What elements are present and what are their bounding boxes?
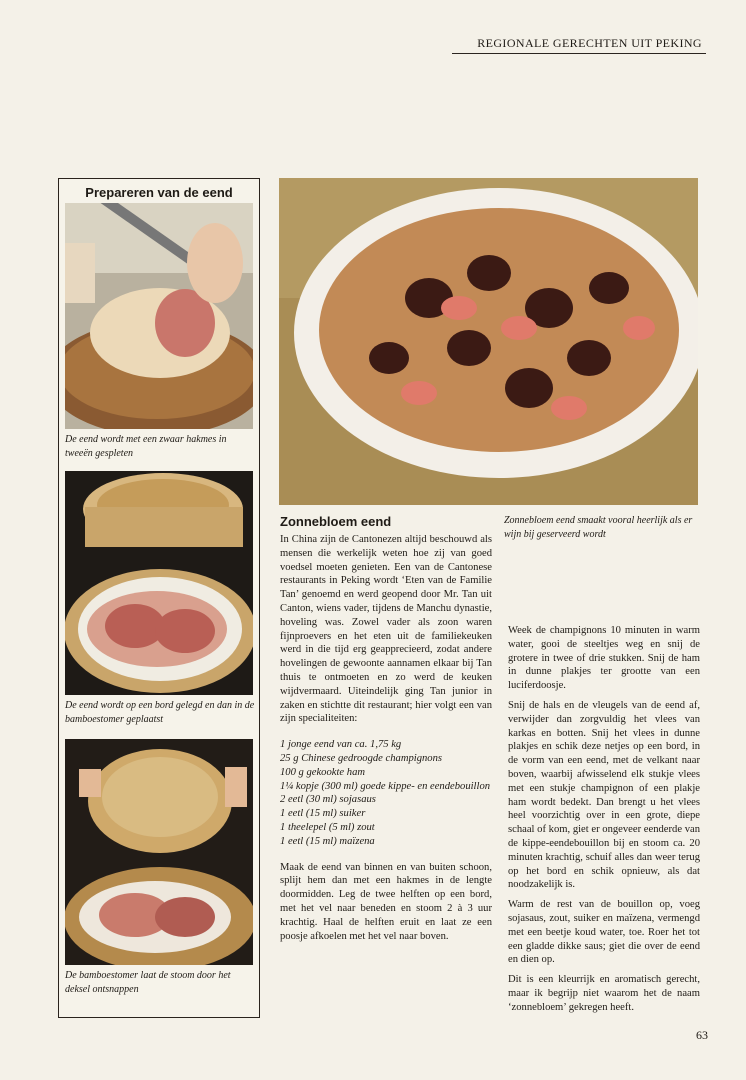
- dish-photo: [279, 178, 698, 505]
- step-photo-cleaver: [65, 203, 253, 429]
- step-photo-steamer-plate: [65, 471, 253, 695]
- recipe-step-paragraph: Dit is een kleurrijk en aromatisch gerecht, maar ik begrijp niet waarom het de naam ‘zonnebloem’ gekregen heeft.: [508, 974, 700, 1013]
- page-number: 63: [696, 1028, 708, 1042]
- photo-caption: Zonnebloem eend smaakt vooral heerlijk als er wijn bij geserveerd wordt: [504, 515, 693, 540]
- ingredient-item: 1¼ kopje (300 ml) goede kippe- en eendebouillon: [280, 780, 491, 792]
- recipe-step-paragraph: Maak de eend van binnen en van buiten schoon, splijt hem dan met een hakmes in de lengte doormidden. Leg de twee helften op een bord, met het vel naar beneden en stoom 2 à 3 uur krachtig. Haal de helften eruit en laat ze een poosje afkoelen met het vel naar boven.: [280, 861, 492, 942]
- ingredient-item: 25 g Chinese gedroogde champignons: [280, 752, 443, 764]
- step-photo-steamer-lid: [65, 739, 253, 965]
- ingredient-item: 2 eetl (30 ml) sojasaus: [280, 794, 376, 806]
- step-caption-1: De eend wordt met een zwaar hakmes in tweeën gespleten: [65, 434, 227, 459]
- running-head: REGIONALE GERECHTEN UIT PEKING: [477, 36, 702, 50]
- ingredient-item: 100 g gekookte ham: [280, 766, 366, 778]
- preparation-sidebar: [58, 178, 260, 1018]
- step-caption-3: De bamboestomer laat de stoom door het deksel ontsnappen: [65, 970, 231, 995]
- ingredient-item: 1 theelepel (5 ml) zout: [280, 821, 375, 833]
- ingredient-list: [280, 738, 492, 848]
- recipe-step-paragraph: Week de champignons 10 minuten in warm water, gooi de steeltjes weg en snij de grotere in twee of drie stukken. Snij de ham in dunne plakjes ter grootte van een luciferdoosje.: [508, 625, 700, 692]
- recipe-step-paragraph: Warm de rest van de bouillon op, voeg sojasaus, zout, suiker en maïzena, vermengd met een beetje koud water, toe. Roer het tot een gladde dikke saus; giet die over de eend en dien op.: [508, 899, 700, 966]
- recipe-column-middle: [280, 533, 492, 943]
- ingredient-item: 1 eetl (15 ml) maïzena: [280, 835, 375, 847]
- recipe-intro: In China zijn de Cantonezen altijd beschouwd als mensen die werkelijk weten hoe zij van goed voedsel moeten genieten. Een van de Cantonese restaurants in Peking wordt ‘Eten van de Familie Tan’ genoemd en werd geopend door Mr. Tan uit Canton, wiens vader, tijdens de Manchu dynastie, hoveling was. Zowel vader als zoon waren fijnproevers en het eten uit de familiekeuken werd in die tijd erg geapprecieerd, zodat andere hovelingen de gewoonte aannamen elkaar bij Tan thuis te ontmoeten en zo werd de keuken wijdvermaard. Uiteindelijk ging Tan junior in zaken en stichtte dit restaurant; hier volgt een van zijn specialiteiten:: [280, 534, 492, 725]
- sidebar-title: Prepareren van de eend: [85, 185, 233, 200]
- recipe-column-right: [508, 624, 700, 1015]
- recipe-title: Zonnebloem eend: [280, 514, 392, 529]
- ingredient-item: 1 jonge eend van ca. 1,75 kg: [280, 739, 402, 751]
- recipe-step-paragraph: Snij de hals en de vleugels van de eend af, verwijder dan zorgvuldig het vlees van karkas en botten. Snij het vlees in dunne plakjes en schik deze netjes op een bord, in de vorm van een eend, met de velkant naar boven, waarbij afwisselend elk stukje vlees met een stukje champignon of een plakje ham wordt bedekt. Dan brengt u het vlees heel voorzichtig over in een grote, diepe schaal of kom, giet er ongeveer eenderde van de kippe-eendebouillon bij en stoom ca. 20 minuten krachtig, schuif alles dan weer terug op het bord en schik opnieuw, als dat noodzakelijk is.: [508, 699, 700, 891]
- header-rule: [452, 53, 706, 54]
- step-caption-2: De eend wordt op een bord gelegd en dan in de bamboestomer geplaatst: [65, 700, 255, 725]
- ingredient-item: 1 eetl (15 ml) suiker: [280, 808, 366, 820]
